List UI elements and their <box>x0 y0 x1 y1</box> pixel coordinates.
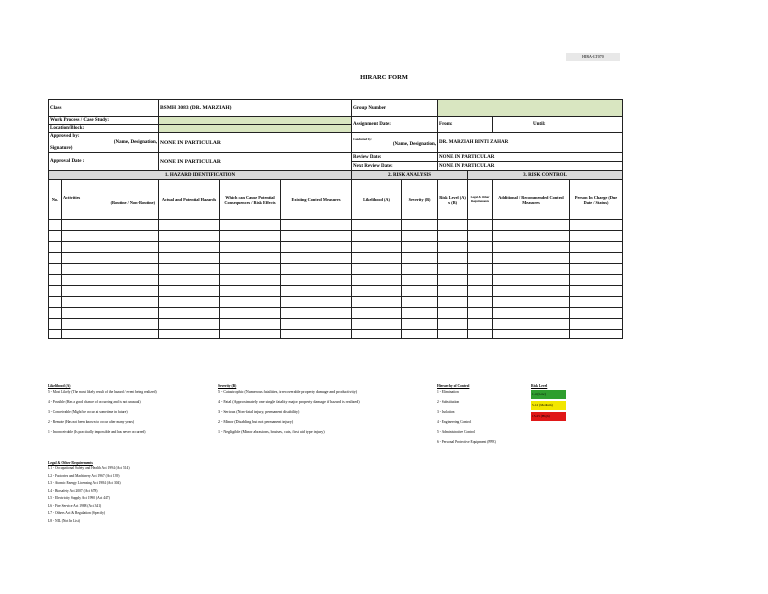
table-cell[interactable] <box>493 319 570 330</box>
table-cell[interactable] <box>281 253 352 264</box>
risk-level-medium: 5-12 (Medium) <box>531 401 566 410</box>
table-cell[interactable] <box>438 297 468 308</box>
hirarc-table <box>48 99 623 339</box>
legend-item: L1 - Occupational Safety and Health Act 1994 (Act 514) <box>48 466 130 470</box>
table-cell[interactable] <box>220 275 281 286</box>
table-cell[interactable] <box>281 330 352 339</box>
table-cell[interactable] <box>49 297 62 308</box>
table-cell[interactable] <box>468 308 493 319</box>
table-cell[interactable] <box>49 275 62 286</box>
legend-item: 1 - Inconceivable (Is practically impossible and has never occurred) <box>48 430 146 434</box>
table-cell[interactable] <box>493 330 570 339</box>
legend-item: L4 - Biosafety Act 2007 (Act 678) <box>48 488 98 493</box>
col-person-in-charge: Person In Charge (Due Date / Status) <box>570 180 623 220</box>
table-cell[interactable] <box>62 330 159 339</box>
table-row <box>49 275 623 286</box>
table-cell[interactable] <box>352 330 402 339</box>
severity-legend <box>218 384 428 440</box>
legend-item: 2 - Remote (Has not been known to occur after many years) <box>48 420 135 424</box>
class-label: Class <box>49 100 159 117</box>
legend-item: L5 - Electricity Supply Act 1990 (Act 447) <box>48 496 110 500</box>
table-cell[interactable] <box>570 231 623 242</box>
legend-item: L7 - Others Act & Regulation (Specify) <box>48 511 106 515</box>
section-hazard-identification: 1. HAZARD IDENTIFICATION <box>49 171 352 180</box>
col-likelihood: Likelihood (A) <box>352 180 402 220</box>
table-cell[interactable] <box>402 264 438 275</box>
table-cell[interactable] <box>570 308 623 319</box>
table-cell[interactable] <box>159 253 220 264</box>
table-cell[interactable] <box>159 308 220 319</box>
table-cell[interactable] <box>352 264 402 275</box>
conducted-by-sub: (Name, Designation, <box>392 141 437 147</box>
table-cell[interactable] <box>49 308 62 319</box>
col-risk-level: Risk Level (A) x (B) <box>438 180 468 220</box>
table-cell[interactable] <box>468 231 493 242</box>
table-body <box>49 220 623 339</box>
col-additional-controls: Additional / Recommended Control Measures <box>493 180 570 220</box>
table-cell[interactable] <box>62 275 159 286</box>
approved-by-value: NONE IN PARTICULAR <box>159 133 352 153</box>
table-cell[interactable] <box>468 297 493 308</box>
conducted-by-title: Conducted by: <box>353 137 372 142</box>
review-date-label: Review Date: <box>352 153 438 162</box>
legal-legend-title: Legal & Other Requirements <box>48 461 93 465</box>
table-cell[interactable] <box>402 308 438 319</box>
risk-level-high: 15-25 (High) <box>531 412 566 421</box>
table-cell[interactable] <box>220 264 281 275</box>
review-date-value: NONE IN PARTICULAR <box>438 153 623 162</box>
legend-item: 3 - Isolation <box>437 410 455 414</box>
next-review-date-value: NONE IN PARTICULAR <box>438 162 623 171</box>
table-cell[interactable] <box>220 220 281 231</box>
table-cell[interactable] <box>281 297 352 308</box>
table-row <box>49 330 623 339</box>
table-cell[interactable] <box>220 319 281 330</box>
table-cell[interactable] <box>49 319 62 330</box>
severity-legend-title: Severity (B) <box>218 384 237 388</box>
table-cell[interactable] <box>438 220 468 231</box>
likelihood-legend-title: Likelihood (A) <box>48 384 71 388</box>
until-label: Until: <box>493 117 623 133</box>
table-cell[interactable] <box>493 253 570 264</box>
legend-item: 5 - Administrative Control <box>437 430 476 434</box>
table-cell[interactable] <box>438 253 468 264</box>
table-cell[interactable] <box>570 220 623 231</box>
col-no: No. <box>49 180 62 220</box>
col-legal: Legal & Other Requirements <box>468 180 493 220</box>
table-cell[interactable] <box>468 330 493 339</box>
legal-requirements-legend <box>48 461 248 526</box>
table-cell[interactable] <box>62 220 159 231</box>
table-cell[interactable] <box>438 308 468 319</box>
table-cell[interactable] <box>570 275 623 286</box>
table-cell[interactable] <box>468 264 493 275</box>
table-cell[interactable] <box>220 231 281 242</box>
table-cell[interactable] <box>220 308 281 319</box>
table-cell[interactable] <box>352 286 402 297</box>
table-cell[interactable] <box>49 264 62 275</box>
table-cell[interactable] <box>570 253 623 264</box>
table-cell[interactable] <box>352 275 402 286</box>
table-cell[interactable] <box>402 242 438 253</box>
table-cell[interactable] <box>438 275 468 286</box>
legend-item: 2 - Minor (Disabling but not permanent injury) <box>218 419 294 424</box>
table-row <box>49 242 623 253</box>
table-cell[interactable] <box>159 297 220 308</box>
table-cell[interactable] <box>159 220 220 231</box>
table-cell[interactable] <box>62 264 159 275</box>
table-cell[interactable] <box>62 297 159 308</box>
table-cell[interactable] <box>49 253 62 264</box>
table-cell[interactable] <box>493 308 570 319</box>
legend-item: 3 - Conceivable (Might be occur at sometime in future) <box>48 410 128 414</box>
table-cell[interactable] <box>493 264 570 275</box>
table-cell[interactable] <box>438 231 468 242</box>
table-cell[interactable] <box>352 308 402 319</box>
col-activities <box>62 180 159 220</box>
table-cell[interactable] <box>281 242 352 253</box>
conducted-by-label <box>352 133 438 153</box>
approval-date-value: NONE IN PARTICULAR <box>159 153 352 171</box>
hierarchy-legend <box>437 384 527 450</box>
table-cell[interactable] <box>468 319 493 330</box>
col-activities-sub: (Routine / Non-Routine) <box>110 199 155 205</box>
legend-item: 5 - Catastrophic (Numerous fatalities, irrecoverable property damage and productivity) <box>218 389 358 394</box>
form-title: HIRARC FORM <box>360 74 408 81</box>
table-cell[interactable] <box>49 242 62 253</box>
table-cell[interactable] <box>493 275 570 286</box>
legend-item: 4 - Possible (Has a good chance of occurring and is not unusual) <box>48 400 141 404</box>
table-cell[interactable] <box>402 253 438 264</box>
table-cell[interactable] <box>159 231 220 242</box>
col-consequences: Which can Cause Potential Consequences / Risk Effects <box>220 180 281 220</box>
table-cell[interactable] <box>159 286 220 297</box>
table-cell[interactable] <box>402 297 438 308</box>
table-cell[interactable] <box>493 242 570 253</box>
hierarchy-legend-title: Hierarchy of Control <box>437 384 470 388</box>
table-cell[interactable] <box>281 319 352 330</box>
legend-item: 1 - Negligible (Minor abrasions, bruises, cuts, first aid type injury) <box>218 429 325 434</box>
table-row <box>49 286 623 297</box>
table-cell[interactable] <box>402 286 438 297</box>
section-risk-control: 3. RISK CONTROL <box>468 171 623 180</box>
from-label: From: <box>438 117 493 133</box>
table-cell[interactable] <box>281 286 352 297</box>
table-cell[interactable] <box>220 330 281 339</box>
approved-by-sub: (Name, Designation, <box>113 139 157 145</box>
legend-item: 4 - Engineering Control <box>437 420 472 424</box>
table-cell[interactable] <box>570 286 623 297</box>
table-cell[interactable] <box>493 231 570 242</box>
table-cell[interactable] <box>220 242 281 253</box>
table-cell[interactable] <box>438 242 468 253</box>
table-cell[interactable] <box>159 275 220 286</box>
table-cell[interactable] <box>352 319 402 330</box>
risk-level-legend-title: Risk Level <box>531 384 548 388</box>
conducted-by-value: DR. MARZIAH BINTI ZAHAR <box>438 133 623 153</box>
risk-level-low: 1-4 (Low) <box>531 390 566 399</box>
table-cell[interactable] <box>402 275 438 286</box>
table-cell[interactable] <box>220 286 281 297</box>
table-cell[interactable] <box>468 253 493 264</box>
legend-item: 1 - Elimination <box>437 390 459 394</box>
table-cell[interactable] <box>402 220 438 231</box>
legend-item: L6 - Fire Service Act 1988 (Act 341) <box>48 503 102 508</box>
table-cell[interactable] <box>352 220 402 231</box>
next-review-date-label: Next Review Date: <box>352 162 438 171</box>
table-cell[interactable] <box>220 253 281 264</box>
col-severity: Severity (B) <box>402 180 438 220</box>
table-cell[interactable] <box>570 242 623 253</box>
table-cell[interactable] <box>402 319 438 330</box>
table-row <box>49 308 623 319</box>
work-process-field[interactable] <box>159 117 352 125</box>
table-cell[interactable] <box>438 330 468 339</box>
class-value: BSMH 3083 (DR. MARZIAH) <box>159 100 352 117</box>
table-cell[interactable] <box>281 308 352 319</box>
table-cell[interactable] <box>352 297 402 308</box>
col-activities-title: Activities <box>63 194 81 200</box>
table-cell[interactable] <box>493 286 570 297</box>
table-cell[interactable] <box>62 319 159 330</box>
table-cell[interactable] <box>62 253 159 264</box>
document-code-tag: HIRA-LT070 <box>566 53 620 61</box>
table-cell[interactable] <box>468 286 493 297</box>
table-cell[interactable] <box>438 286 468 297</box>
legend-item: L2 - Factories and Machinery Act 1967 (Act 139) <box>48 473 120 478</box>
assignment-date-label: Assignment Date: <box>352 117 438 133</box>
column-header-row <box>49 180 623 220</box>
table-cell[interactable] <box>352 231 402 242</box>
table-cell[interactable] <box>159 264 220 275</box>
legend-item: 3 - Serious (Non-fatal injury, permanent disability) <box>218 409 300 414</box>
table-cell[interactable] <box>159 330 220 339</box>
table-cell[interactable] <box>49 286 62 297</box>
table-row <box>49 319 623 330</box>
legend-item: L8 - NIL (Not In List) <box>48 518 80 523</box>
table-cell[interactable] <box>62 286 159 297</box>
approval-date-label: Approval Date : <box>49 153 159 171</box>
legend-item: L3 - Atomic Energy Licensing Act 1984 (Act 304) <box>48 481 121 485</box>
table-cell[interactable] <box>570 264 623 275</box>
approved-by-title: Approved by: <box>50 133 80 139</box>
table-cell[interactable] <box>281 220 352 231</box>
table-cell[interactable] <box>570 319 623 330</box>
table-cell[interactable] <box>49 330 62 339</box>
table-cell[interactable] <box>402 330 438 339</box>
legend-item: 5 - Most Likely (The most likely result of the hazard / event being realized) <box>48 390 157 394</box>
table-row <box>49 231 623 242</box>
legend-item: 2 - Substitution <box>437 400 460 404</box>
table-cell[interactable] <box>493 297 570 308</box>
table-cell[interactable] <box>49 220 62 231</box>
table-row <box>49 264 623 275</box>
group-number-field[interactable] <box>438 100 623 117</box>
table-row <box>49 253 623 264</box>
table-cell[interactable] <box>62 242 159 253</box>
table-cell[interactable] <box>493 220 570 231</box>
legend-item: 6 - Personal Protective Equipment (PPE) <box>437 440 496 444</box>
table-cell[interactable] <box>570 330 623 339</box>
table-cell[interactable] <box>352 253 402 264</box>
table-cell[interactable] <box>62 231 159 242</box>
location-label: Location/Block: <box>49 125 159 133</box>
table-cell[interactable] <box>159 319 220 330</box>
work-process-label: Work Process / Case Study: <box>49 117 159 125</box>
table-cell[interactable] <box>159 242 220 253</box>
table-cell[interactable] <box>62 308 159 319</box>
table-cell[interactable] <box>570 297 623 308</box>
table-cell[interactable] <box>281 231 352 242</box>
table-cell[interactable] <box>468 275 493 286</box>
group-number-label: Group Number <box>352 100 438 117</box>
table-cell[interactable] <box>402 231 438 242</box>
table-cell[interactable] <box>438 264 468 275</box>
col-existing-controls: Existing Control Measures <box>281 180 352 220</box>
likelihood-legend <box>48 384 213 440</box>
section-risk-analysis: 2. RISK ANALYSIS <box>352 171 468 180</box>
col-hazards: Actual and Potential Hazards <box>159 180 220 220</box>
location-field[interactable] <box>159 125 352 133</box>
signature-label: Signature) <box>50 145 73 151</box>
legend-item: 4 - Fatal (Approximately one single fatality major property damage if hazard is realized) <box>218 399 360 404</box>
table-cell[interactable] <box>220 297 281 308</box>
table-cell[interactable] <box>438 319 468 330</box>
table-cell[interactable] <box>281 275 352 286</box>
table-cell[interactable] <box>281 264 352 275</box>
table-row <box>49 220 623 231</box>
table-cell[interactable] <box>468 242 493 253</box>
table-cell[interactable] <box>468 220 493 231</box>
approved-by-label <box>49 133 159 153</box>
table-row <box>49 297 623 308</box>
table-cell[interactable] <box>352 242 402 253</box>
table-cell[interactable] <box>49 231 62 242</box>
